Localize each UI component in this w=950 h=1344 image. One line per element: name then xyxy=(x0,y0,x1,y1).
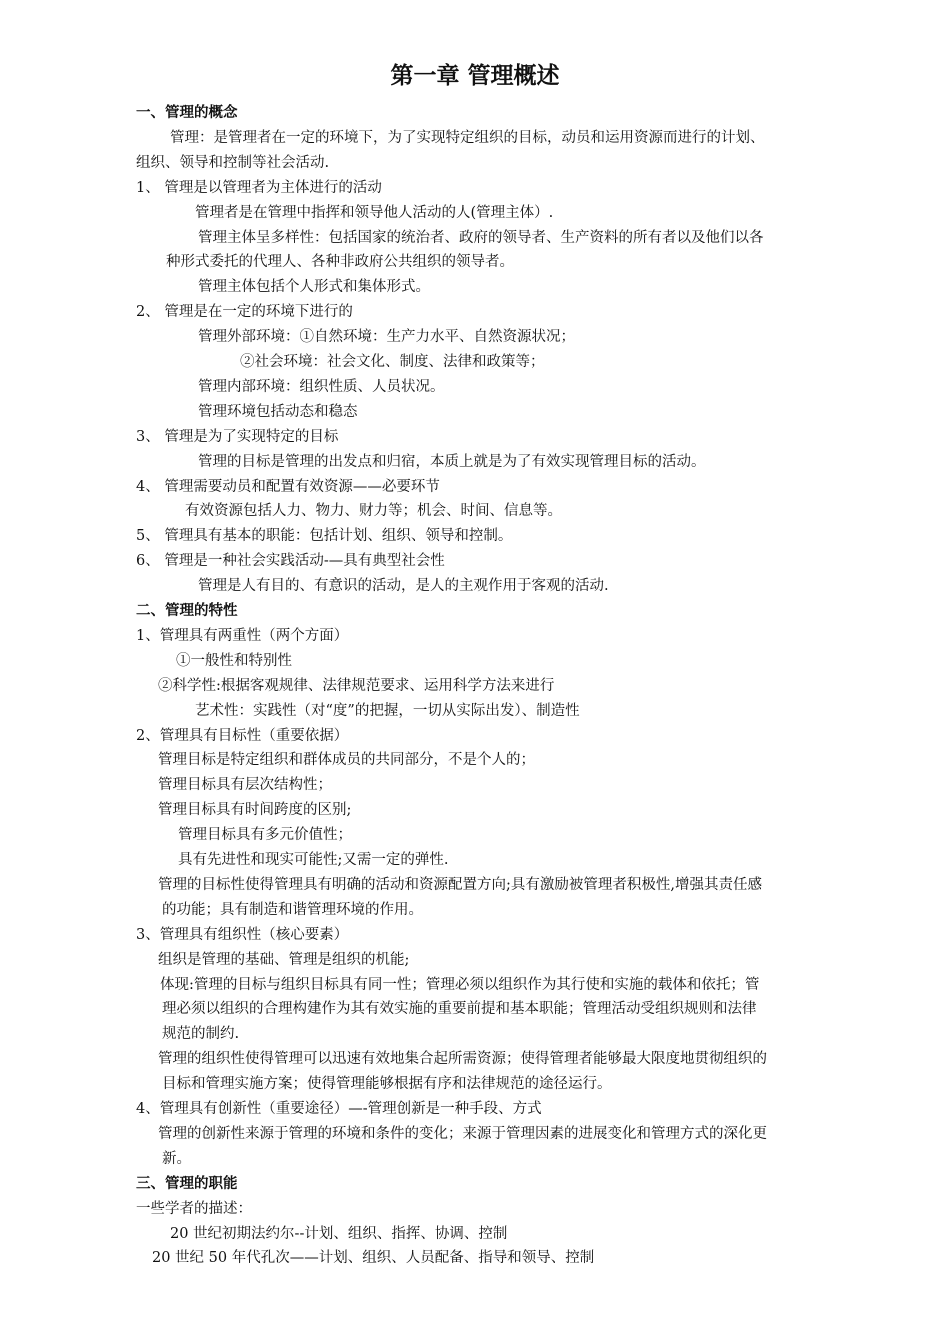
text-line: 管理环境包括动态和稳态 xyxy=(198,404,358,420)
text-line: 管理者是在管理中指挥和领导他人活动的人(管理主体）. xyxy=(195,205,554,221)
section-heading: 三、管理的职能 xyxy=(136,1176,238,1192)
section-heading: 一、管理的概念 xyxy=(136,105,238,121)
text-line: 有效资源包括人力、物力、财力等；机会、时间、信息等。 xyxy=(185,503,562,519)
text-line: 5、 管理具有基本的职能：包括计划、组织、领导和控制。 xyxy=(136,528,513,544)
text-line: 2、 管理是在一定的环境下进行的 xyxy=(136,304,353,320)
text-line: ①一般性和特别性 xyxy=(176,653,292,669)
text-line: 管理外部环境：①自然环境：生产力水平、自然资源状况； xyxy=(198,329,575,345)
text-line: 管理的目标性使得管理具有明确的活动和资源配置方向;具有激励被管理者积极性,增强其责任感 xyxy=(158,877,762,893)
text-line: 管理内部环境：组织性质、人员状况。 xyxy=(198,379,445,395)
text-line: 管理的组织性使得管理可以迅速有效地集合起所需资源；使得管理者能够最大限度地贯彻组织的 xyxy=(158,1051,767,1067)
text-line: 理必须以组织的合理构建作为其有效实施的重要前提和基本职能；管理活动受组织规则和法律 xyxy=(162,1001,757,1017)
text-line: 4、管理具有创新性（重要途径）—-管理创新是一种手段、方式 xyxy=(136,1101,542,1117)
text-line: ②科学性:根据客观规律、法律规范要求、运用科学方法来进行 xyxy=(158,678,555,694)
text-line: 管理的创新性来源于管理的环境和条件的变化；来源于管理因素的进展变化和管理方式的深化更 xyxy=(158,1126,767,1142)
text-line: ②社会环境：社会文化、制度、法律和政策等； xyxy=(240,354,545,370)
text-line: 一些学者的描述： xyxy=(136,1201,252,1217)
text-line: 新。 xyxy=(162,1151,191,1167)
text-line: 的功能；具有制造和谐管理环境的作用。 xyxy=(162,902,423,918)
text-line: 20 世纪 50 年代孔次——计划、组织、人员配备、指导和领导、控制 xyxy=(152,1250,595,1266)
text-line: 艺术性：实践性（对“度”的把握，一切从实际出发）、制造性 xyxy=(195,703,580,719)
text-line: 20 世纪初期法约尔--计划、组织、指挥、协调、控制 xyxy=(170,1226,508,1242)
text-line: 组织、领导和控制等社会活动. xyxy=(136,155,330,171)
text-line: 管理目标是特定组织和群体成员的共同部分，不是个人的； xyxy=(158,752,535,768)
text-line: 种形式委托的代理人、各种非政府公共组织的领导者。 xyxy=(166,254,514,270)
text-line: 管理的目标是管理的出发点和归宿，本质上就是为了有效实现管理目标的活动。 xyxy=(198,454,706,470)
text-line: 管理目标具有层次结构性； xyxy=(158,777,332,793)
text-line: 管理主体呈多样性：包括国家的统治者、政府的领导者、生产资料的所有者以及他们以各 xyxy=(198,230,764,246)
text-line: 6、 管理是一种社会实践活动-—具有典型社会性 xyxy=(136,553,445,569)
text-line: 3、 管理是为了实现特定的目标 xyxy=(136,429,339,445)
text-line: 3、管理具有组织性（核心要素） xyxy=(136,927,349,943)
text-line: 2、管理具有目标性（重要依据） xyxy=(136,728,349,744)
text-line: 体现:管理的目标与组织目标具有同一性；管理必须以组织作为其行使和实施的载体和依托；管 xyxy=(160,977,760,993)
text-line: 具有先进性和现实可能性;又需一定的弹性. xyxy=(178,852,449,868)
section-heading: 二、管理的特性 xyxy=(136,603,238,619)
text-line: 4、 管理需要动员和配置有效资源——必要环节 xyxy=(136,479,440,495)
text-line: 1、管理具有两重性（两个方面） xyxy=(136,628,349,644)
text-line: 管理是人有目的、有意识的活动，是人的主观作用于客观的活动. xyxy=(198,578,609,594)
text-line: 管理：是管理者在一定的环境下，为了实现特定组织的目标，动员和运用资源而进行的计划、 xyxy=(170,130,765,146)
text-line: 目标和管理实施方案；使得管理能够根据有序和法律规范的途径运行。 xyxy=(162,1076,612,1092)
text-line: 组织是管理的基础、管理是组织的机能; xyxy=(158,952,410,968)
text-line: 管理目标具有时间跨度的区别; xyxy=(158,802,352,818)
text-line: 管理主体包括个人形式和集体形式。 xyxy=(198,279,430,295)
text-line: 1、 管理是以管理者为主体进行的活动 xyxy=(136,180,382,196)
text-line: 规范的制约. xyxy=(162,1026,240,1042)
text-line: 管理目标具有多元价值性； xyxy=(178,827,352,843)
page-title: 第一章 管理概述 xyxy=(390,63,560,89)
